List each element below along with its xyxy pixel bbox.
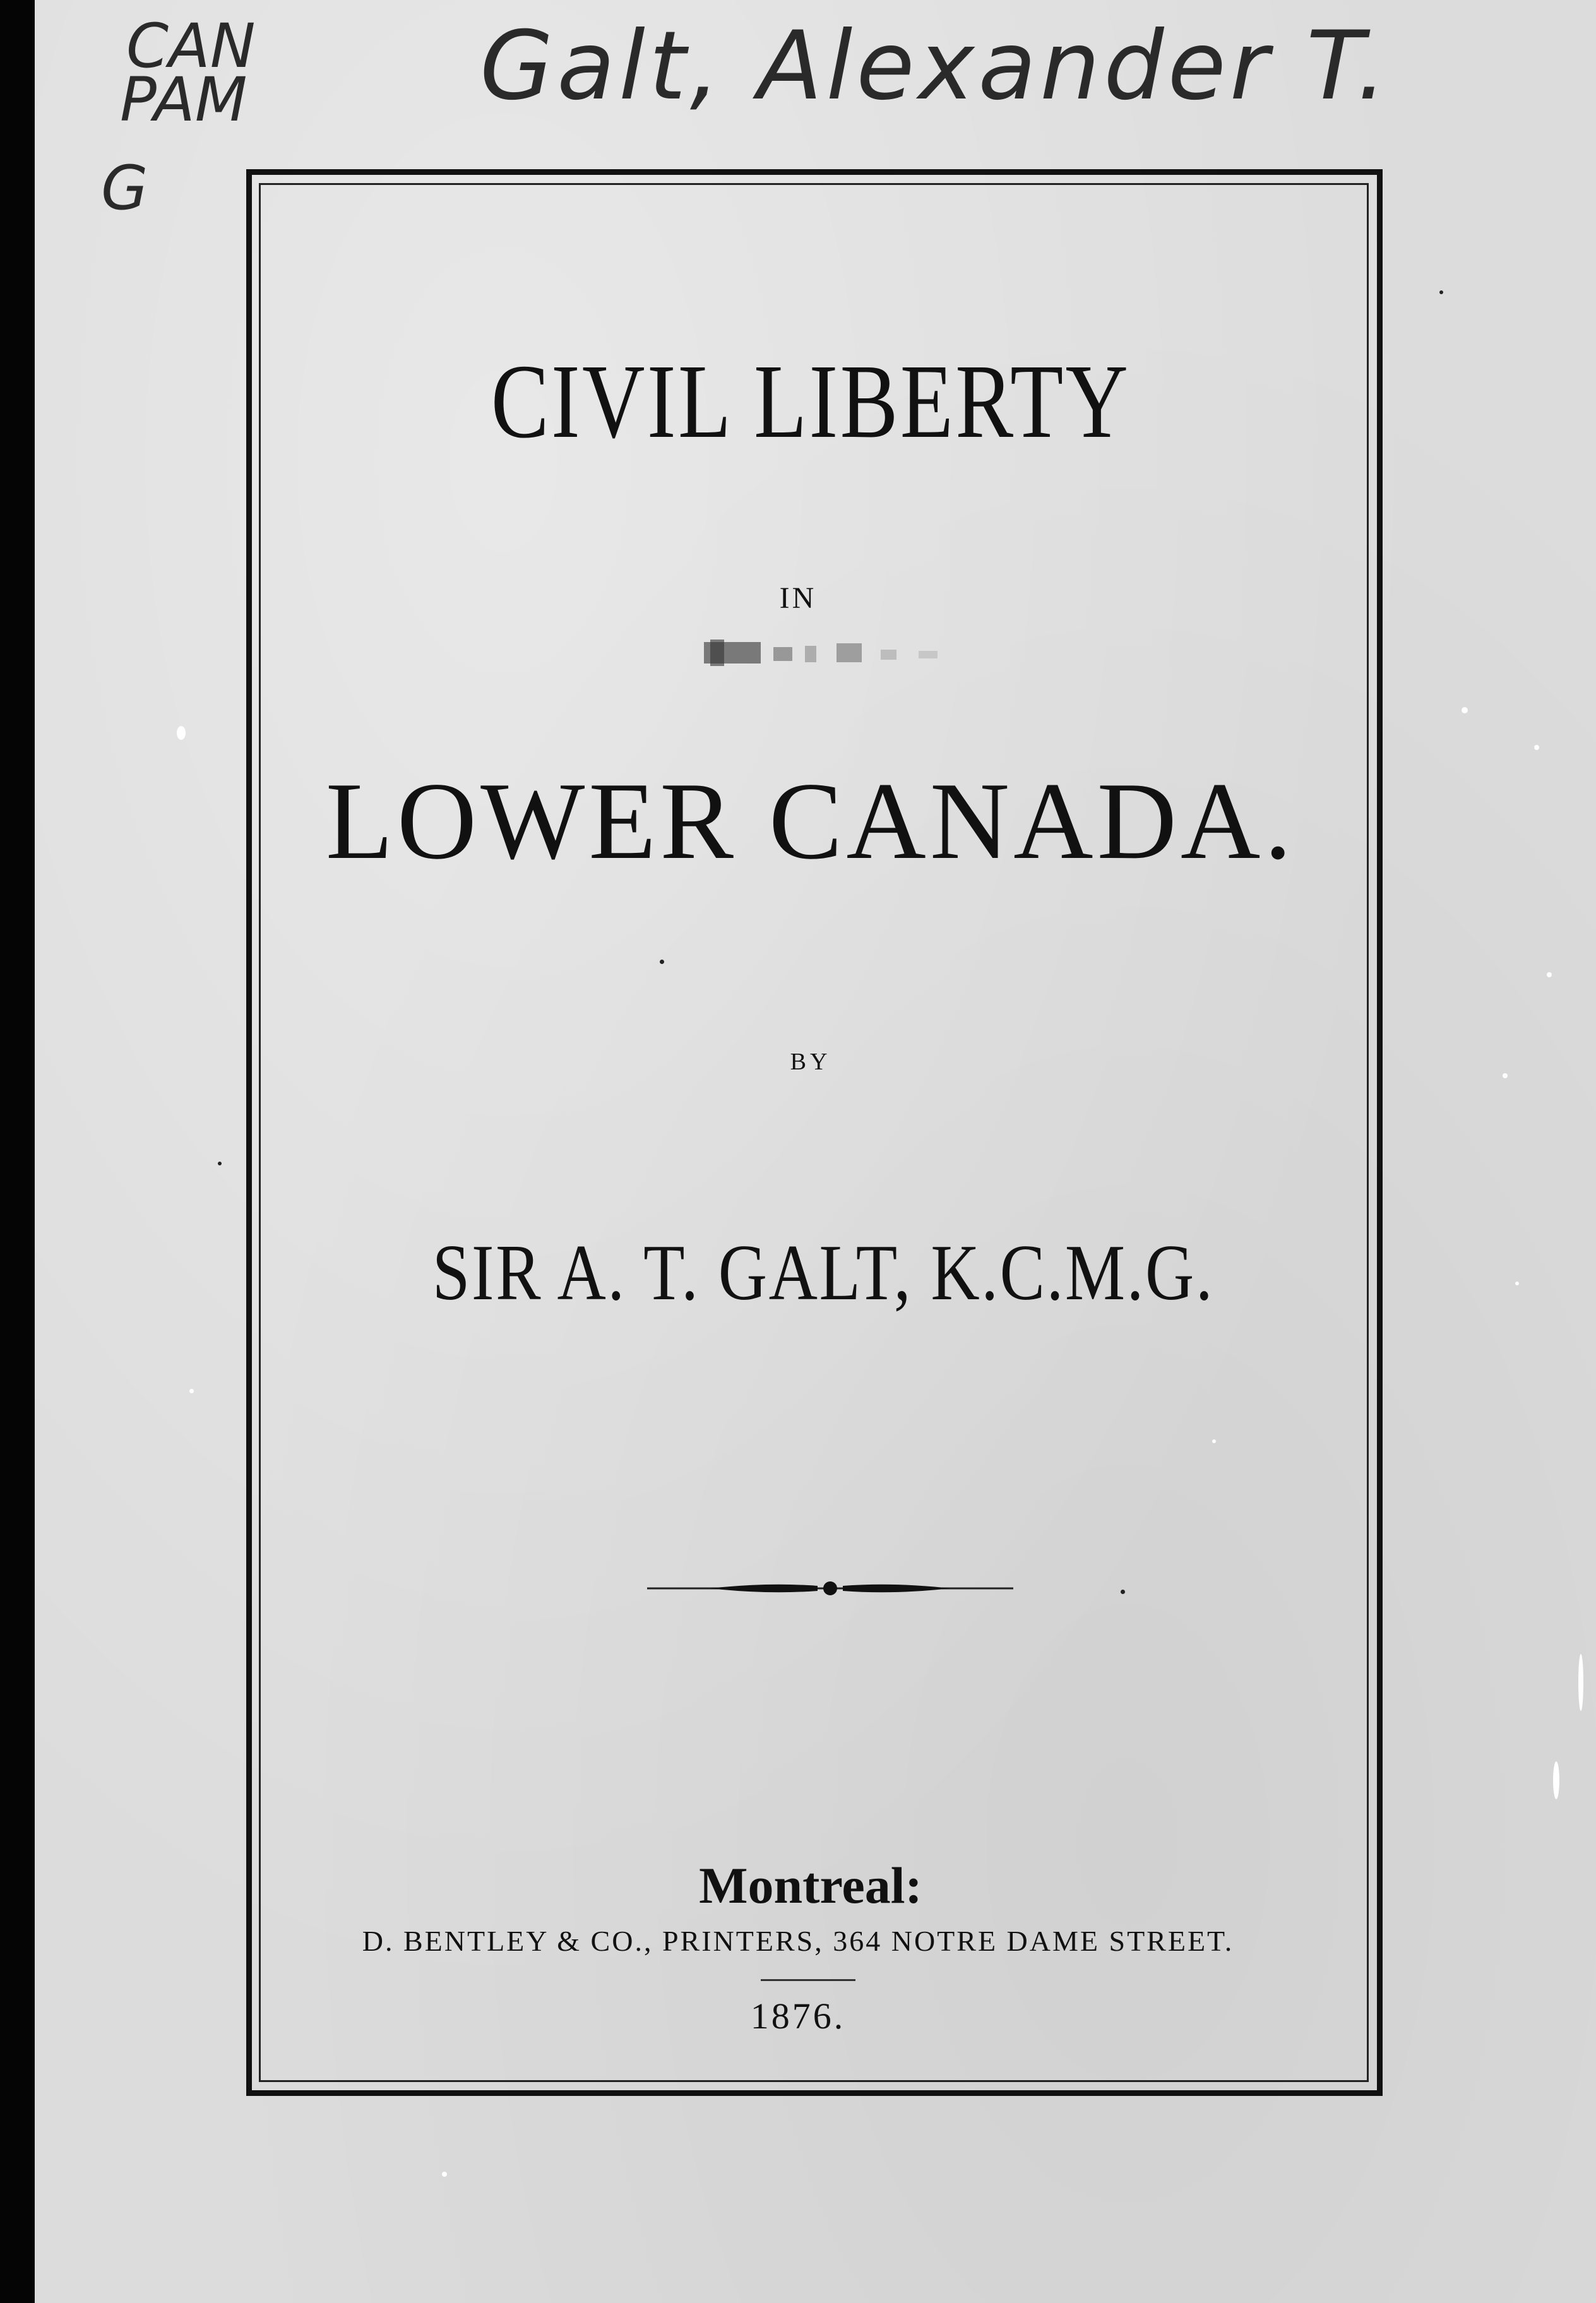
byline-label: BY	[790, 1049, 831, 1075]
faded-stamp-mark	[704, 634, 953, 672]
title-line-2: LOWER CANADA.	[325, 759, 1296, 882]
handwritten-shelfmark-g: G	[101, 153, 148, 223]
handwritten-shelfmark-can: CAN	[126, 11, 256, 81]
handwritten-shelfmark-pam: PAM	[120, 64, 247, 135]
imprint-year: 1876.	[750, 1996, 846, 2037]
ornamental-rule-icon	[647, 1576, 1013, 1601]
imprint-printer: D. BENTLEY & CO., PRINTERS, 364 NOTRE DAME STREET.	[362, 1925, 1234, 1957]
title-line-1: CIVIL LIBERTY	[491, 343, 1131, 460]
title-connector: IN	[779, 581, 817, 615]
imprint-divider	[761, 1979, 855, 1981]
author-name: SIR A. T. GALT, K.C.M.G.	[432, 1229, 1215, 1317]
handwritten-author-note: Galt, Alexander T.	[480, 11, 1391, 121]
inner-border-frame	[259, 183, 1369, 2082]
imprint-city: Montreal:	[699, 1857, 922, 1914]
